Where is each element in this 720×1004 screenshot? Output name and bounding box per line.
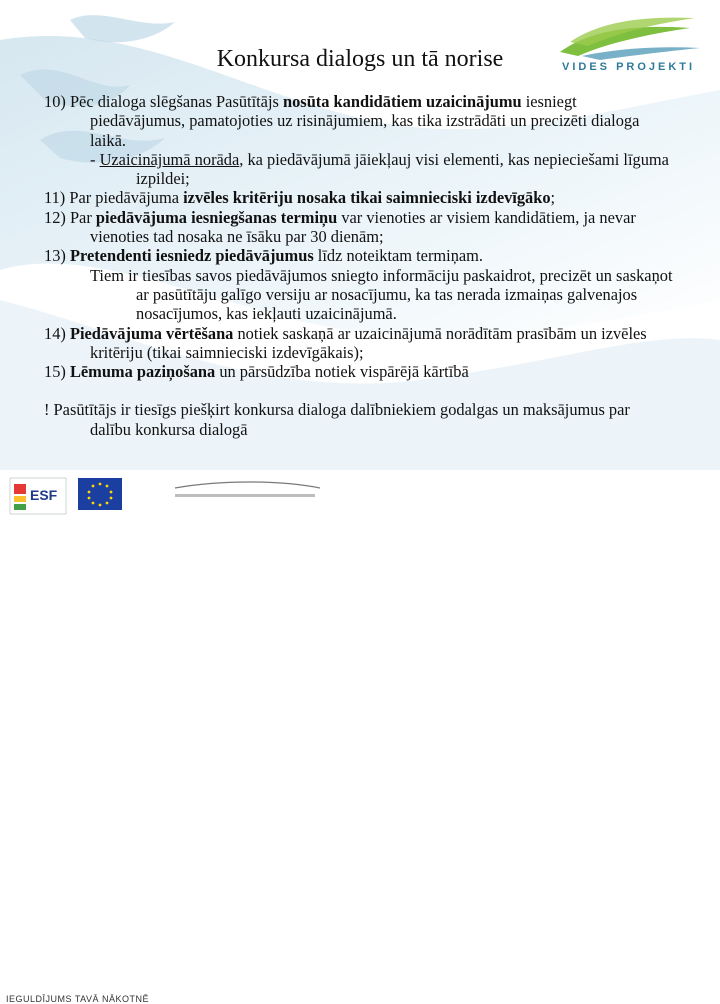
content-item: [44, 400, 674, 439]
text-segment: ! Pasūtītājs ir tiesīgs piešķirt konkursa dialoga dalībniekiem godalgas un maksājumus par dalību konkursa dialogā: [44, 400, 630, 439]
sponsor-logos: [0, 470, 720, 530]
content-item: [44, 188, 674, 207]
svg-text:ESF: ESF: [30, 487, 58, 503]
content-item: [44, 208, 674, 247]
content-item: [44, 362, 674, 381]
bold-text: Piedāvājuma vērtēšana: [69, 323, 234, 343]
text-segment: , ka piedāvājumā jāiekļauj visi elementi, kas nepieciešami līguma izpildei;: [136, 149, 669, 189]
text-segment: 14): [44, 323, 70, 343]
bold-text: Pretendenti iesniedz piedāvājumus: [69, 246, 314, 266]
text-segment: -: [90, 149, 100, 169]
content-list: [44, 92, 674, 439]
text-segment: un pārsūdzība notiek vispārējā kārtībā: [215, 362, 469, 382]
content-item: [44, 150, 674, 189]
partner-logo-icon: [175, 482, 320, 497]
text-segment: līdz noteiktam termiņam.: [313, 246, 484, 266]
eu-flag-icon: [78, 478, 122, 510]
text-segment: var vienoties ar visiem kandidātiem, ja nevar vienoties tad nosaka ne īsāku par 30 dienām;: [90, 207, 636, 247]
footer-tagline: IEGULDĪJUMS TAVĀ NĀKOTNĒ: [6, 994, 150, 1004]
text-segment: notiek saskaņā ar uzaicinājumā norādītām prasībām un izvēles kritēriju (tikai saimnieciski izdevīgākais);: [90, 323, 647, 362]
content-item: [44, 246, 674, 265]
text-segment: iesniegt piedāvājumus, pamatojoties uz risinājumiem, kas tika izstrādāti un precizēti dialoga laikā.: [90, 92, 640, 150]
content-item: [44, 324, 674, 363]
logo-wordmark: VIDES PROJEKTI: [562, 61, 696, 73]
footer-logos: [0, 470, 720, 1004]
esf-logo-icon: [10, 478, 66, 514]
text-segment: 13): [44, 246, 70, 266]
text-segment: Tiem ir tiesības savos piedāvājumos sniegto informāciju paskaidrot, precizēt un saskaņot ar pasūtītāju galīgo versiju ar nosacījumu, ka tas nerada izmaiņas galvenajos nosacījumos, kas iekļauti uzaicinājumā.: [90, 265, 673, 324]
text-segment: ;: [550, 188, 556, 208]
page-title: Konkursa dialogs un tā norise: [216, 46, 504, 72]
text-segment: 15): [44, 362, 70, 382]
bold-text: Lēmuma paziņošana: [69, 362, 216, 382]
bold-text: piedāvājuma iesniegšanas termiņu: [95, 207, 338, 227]
spacer: [44, 381, 674, 400]
bold-text: izvēles kritēriju nosaka tikai saimnieciski izdevīgāko: [183, 188, 551, 208]
bold-text: nosūta kandidātiem uzaicinājumu: [283, 92, 522, 111]
content-item: [44, 92, 674, 150]
text-segment: 10) Pēc dialoga slēgšanas Pasūtītājs: [44, 92, 283, 111]
text-segment: 12) Par: [44, 207, 96, 227]
underlined-text: Uzaicinājumā norāda: [99, 149, 240, 169]
text-segment: 11) Par piedāvājuma: [44, 188, 184, 208]
content-item: [44, 266, 674, 324]
